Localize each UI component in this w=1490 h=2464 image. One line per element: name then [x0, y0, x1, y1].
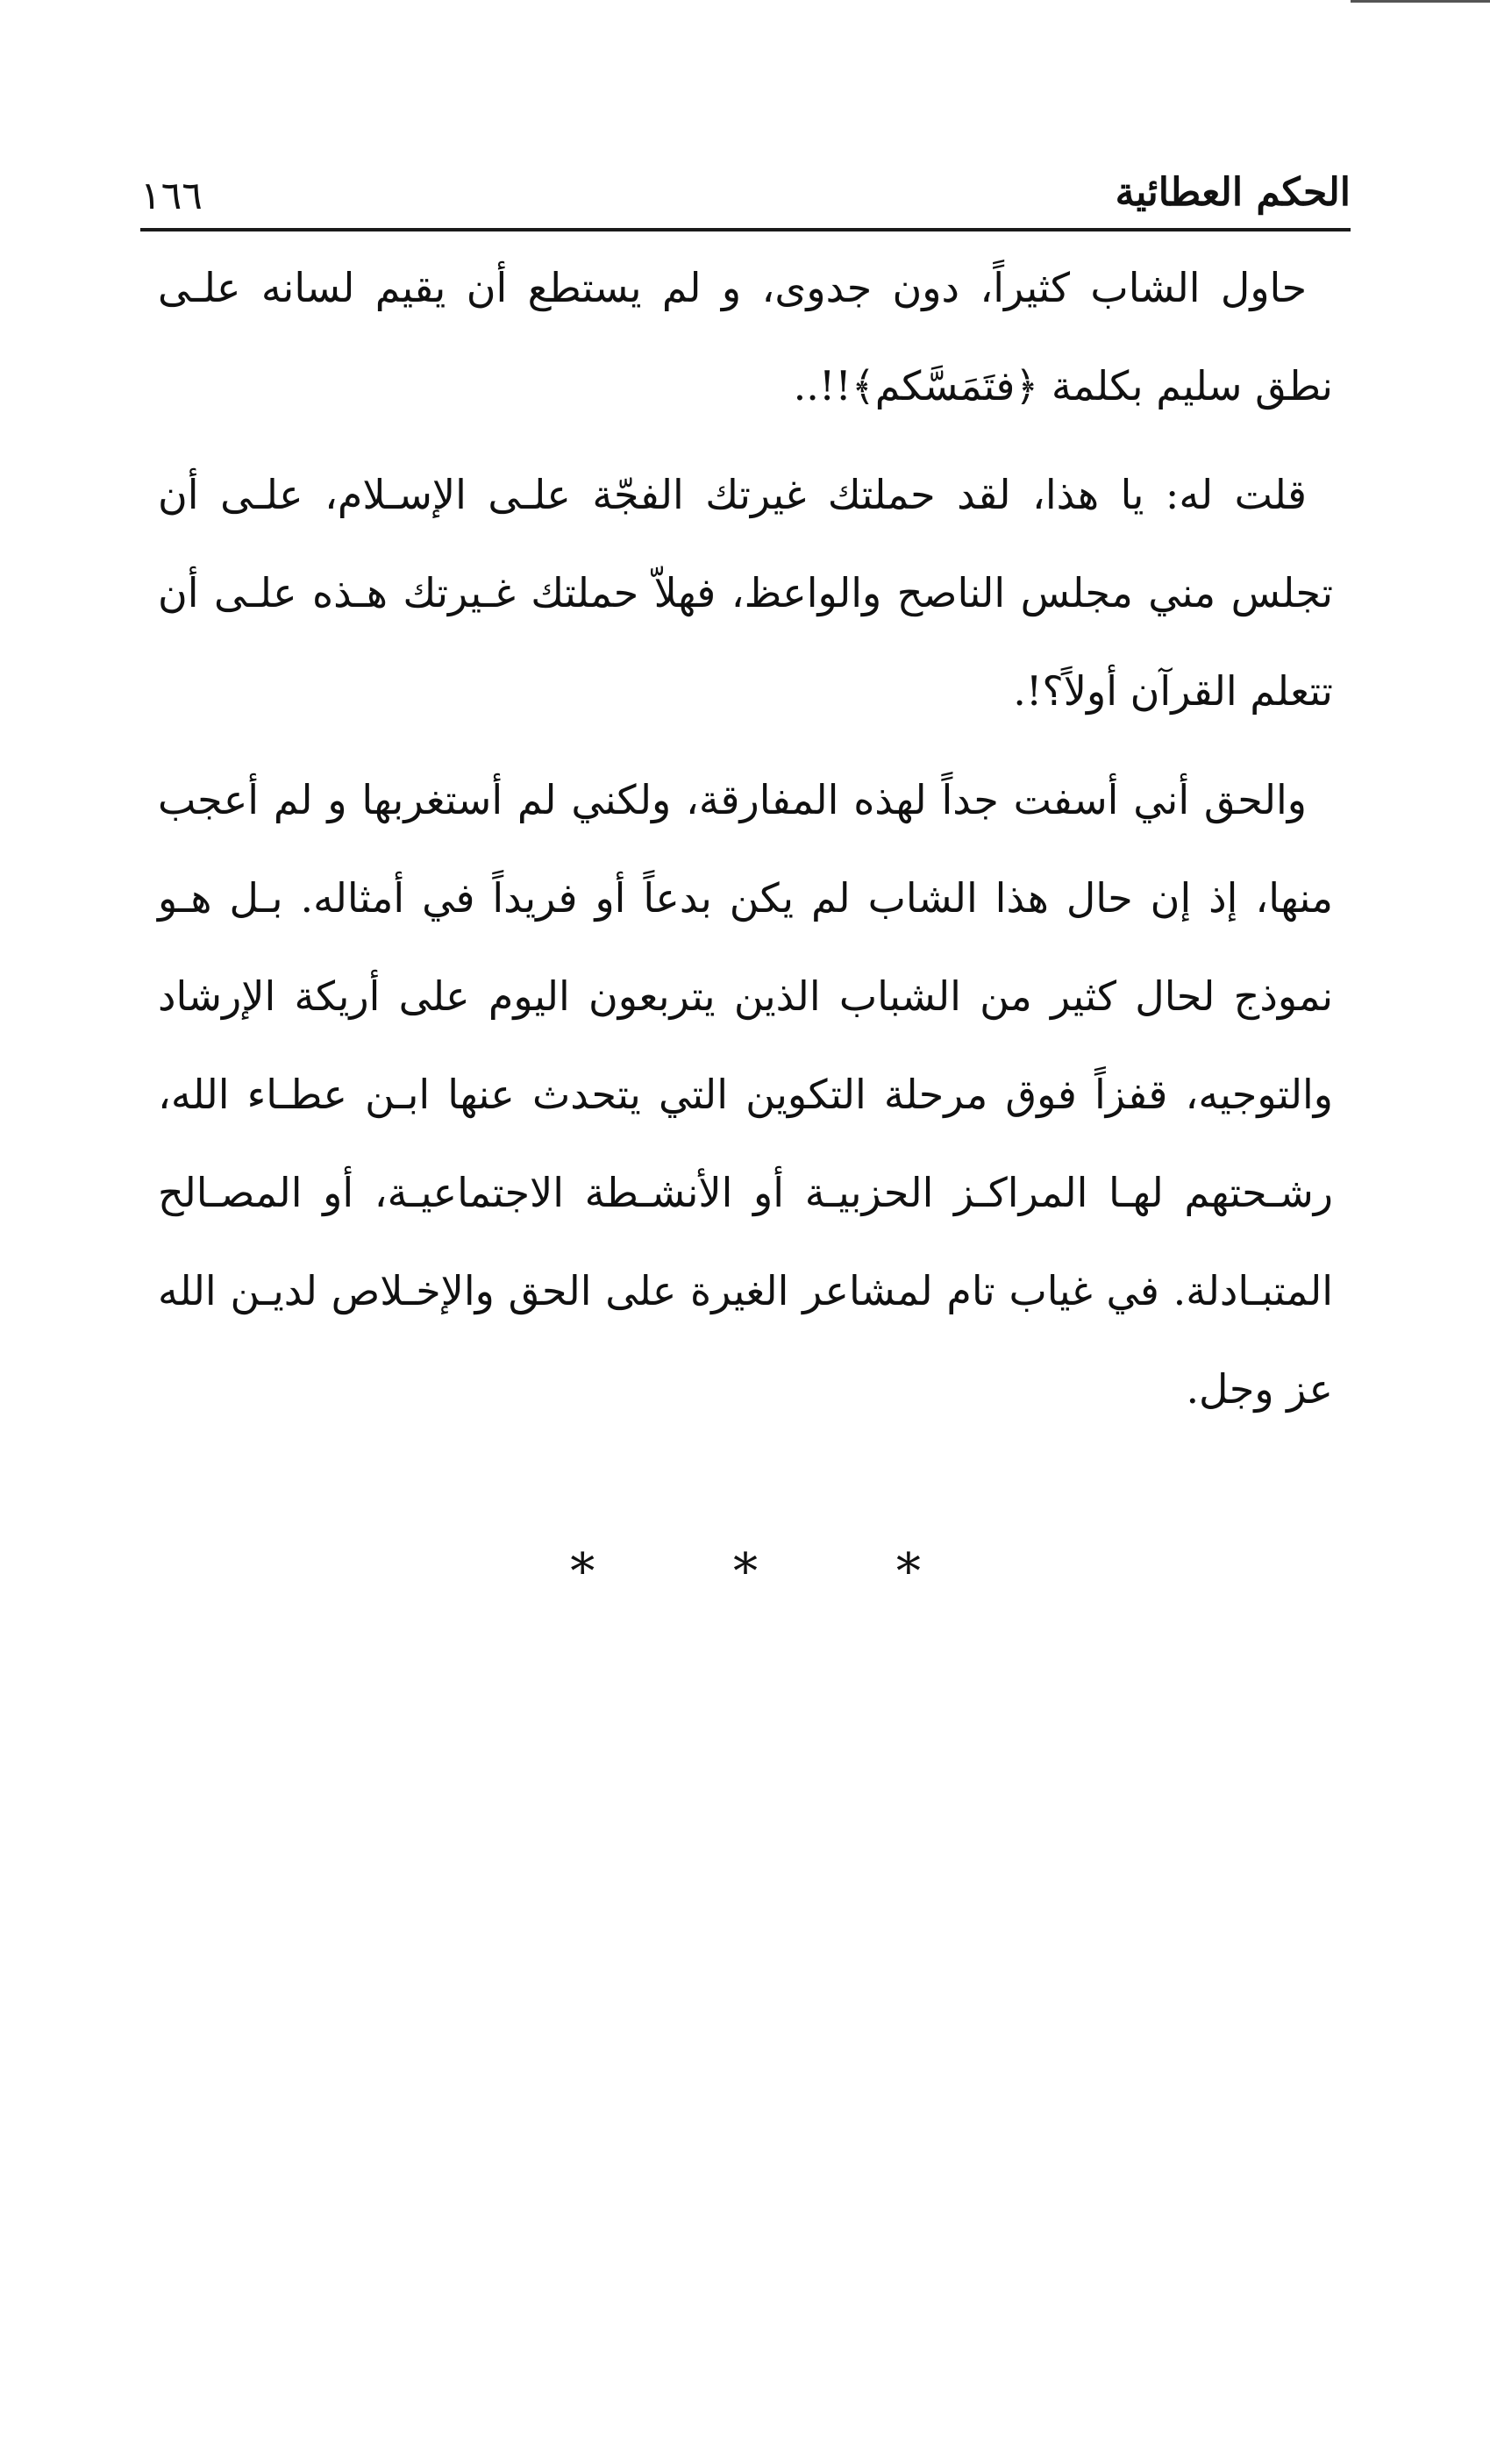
paragraph: حاول الشاب كثيراً، دون جدوى، و لم يستطع أن يقيم لسانه علـى نطق سليم بكلمة ﴿فتَمَسَّكم﴾!!.. — [158, 264, 1333, 409]
book-page — [140, 140, 1351, 2376]
scan-edge-mark — [1351, 0, 1490, 3]
page-number: ١٦٦ — [140, 174, 203, 218]
paragraph: والحق أني أسفت جداً لهذه المفارقة، ولكني لم أستغربها و لم أعجب منها، إذ إن حال هذا الشاب لم يكن بدعاً أو فريداً في أمثاله. بـل هـو نموذج لحال كثير من الشباب الذين يتربعون اليوم على أريكة الإرشاد والتوجيه، قفزاً فوق مرحلة التكوين التي يتحدث عنها ابـن عطـاء الله، رشـحتهم لهـا المراكـز الحزبيـة أو الأنشـطة الاجتماعيـة، أو المصـالح المتبـادلة. في غياب تام لمشاعر الغيرة على الحق والإخـلاص لديـن الله عز وجل. — [158, 776, 1333, 1413]
paragraph: قلت له: يا هذا، لقد حملتك غيرتك الفجّة علـى الإسـلام، علـى أن تجلس مني مجلس الناصح والواعظ، فهلاّ حملتك غـيرتك هـذه علـى أن تتعلم القرآن أولاً؟!. — [158, 471, 1333, 715]
asterisk-glyph: * — [733, 1543, 758, 1600]
page-header — [140, 140, 1351, 231]
section-divider-asterisks — [140, 1543, 1351, 1600]
running-title: الحكم العطائية — [1115, 170, 1351, 215]
asterisk-glyph: * — [570, 1543, 595, 1600]
asterisk-glyph: * — [895, 1543, 921, 1600]
page-body — [140, 239, 1351, 1438]
